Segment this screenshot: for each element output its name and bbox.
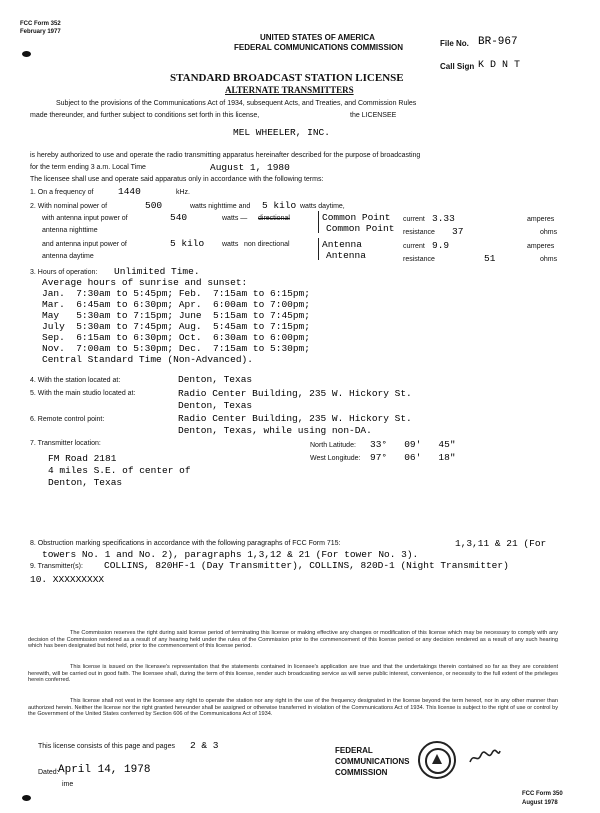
transmitter-address-1: FM Road 2181 (48, 453, 117, 464)
call-sign-value: K D N T (478, 60, 521, 71)
input-night-watts: watts — (222, 215, 248, 222)
input-power-night-label: with antenna input power of (42, 215, 128, 222)
auth-line-2: for the term ending 3 a.m. Local Time (30, 164, 146, 171)
schedule-line: May 5:30am to 7:15pm; June 5:15am to 7:45pm; (42, 310, 310, 321)
pages-note: This license consists of this page and pages (38, 743, 175, 750)
fine-print-paragraph: The Commission reserves the right during said license period of terminating this license or making effective any changes or modification of this license which may be necessary to comply with any decision of the Commission rendered as a result of any hearing held under the rules of the Commission prior to the commencement of this license period or any decision rendered as a result of any such hearing which has been designated but not held, prior to the commencement of this license period. (28, 630, 558, 650)
punch-hole-mark (22, 51, 31, 57)
footer-form-date: August 1978 (522, 800, 558, 806)
ohms-label-2: ohms (540, 256, 558, 263)
intro-line-2b: the LICENSEE (350, 112, 397, 119)
item-3-label: 3. Hours of operation: (30, 269, 98, 276)
common-point-1: Common Point (322, 212, 391, 223)
remote-address-1: Radio Center Building, 235 W. Hickory St. (178, 413, 412, 424)
current-value-1: 3.33 (432, 213, 455, 224)
resistance-value-2: 51 (484, 253, 496, 264)
nondirectional-text: non directional (244, 241, 290, 248)
schedule-line: Sep. 6:15am to 6:30pm; Oct. 6:30am to 6:00pm; (42, 332, 310, 343)
resistance-value-1: 37 (452, 226, 464, 237)
schedule-line: Nov. 7:00am to 5:30pm; Dec. 7:15am to 5:30pm; (42, 343, 310, 354)
auth-line-1: is hereby authorized to use and operate the radio transmitting apparatus hereinafter described for the purpose of broadcasting (30, 152, 421, 159)
input-day-watts: watts (222, 241, 239, 248)
signature-icon (468, 746, 502, 768)
item-9-label: 9. Transmitter(s): (30, 563, 83, 570)
intro-line-1: Subject to the provisions of the Communications Act of 1934, subsequent Acts, and Treaties, and Commission Rules (56, 100, 417, 107)
form-date: February 1977 (20, 29, 61, 35)
station-location: Denton, Texas (178, 374, 253, 385)
item-7-label: 7. Transmitter location: (30, 440, 101, 447)
current-label-2: current (403, 243, 425, 250)
nominal-power-day: 5 kilo (262, 200, 297, 211)
frequency-unit: kHz. (176, 189, 190, 196)
header-agency: FEDERAL COMMUNICATIONS COMMISSION (234, 43, 404, 52)
call-sign-label: Call Sign (440, 62, 475, 71)
header-country: UNITED STATES OF AMERICA (260, 33, 375, 42)
item-1-label: 1. On a frequency of (30, 189, 94, 196)
item-5-label: 5. With the main studio located at: (30, 390, 136, 397)
transmitter-address-2: 4 miles S.E. of center of (48, 465, 191, 476)
dated-label: Dated: (38, 769, 59, 776)
north-latitude-label: North Latitude: (310, 442, 356, 449)
fcc-seal-icon (418, 741, 456, 779)
auth-line-3: The licensee shall use and operate said apparatus only in accordance with the following terms: (30, 176, 324, 183)
input-power-day-label: and antenna input power of (42, 241, 127, 248)
item-10-label: 10. XXXXXXXXX (30, 574, 105, 585)
resistance-label-1: resistance (403, 229, 435, 236)
nominal-day-text: watts daytime, (300, 203, 345, 210)
antenna-2: Antenna (326, 250, 366, 261)
time-zone-note: Central Standard Time (Non-Advanced). (42, 354, 253, 365)
fcc-name-3: COMMISSION (335, 768, 388, 777)
obstruction-paragraphs: 1,3,11 & 21 (For (455, 538, 547, 549)
fine-print-paragraph: This license is issued on the licensee's representation that the statements contained in licensee's application are true and that the undertakings therein contained so far as they are consistent herewith, will be carried out in good faith. The licensee shall, during the term of this license, render such broadcasting service as will serve public interest, convenience, or necessity to the full extent of the privileges herein conferred. (28, 664, 558, 684)
license-subtitle: ALTERNATE TRANSMITTERS (225, 85, 354, 95)
item-6-label: 6. Remote control point: (30, 416, 105, 423)
term-date: August 1, 1980 (210, 162, 290, 173)
bracket-line (318, 211, 319, 233)
average-hours-heading: Average hours of sunrise and sunset: (42, 277, 248, 288)
schedule-line: July 5:30am to 7:45pm; Aug. 5:45am to 7:15pm; (42, 321, 310, 332)
file-no-label: File No. (440, 39, 469, 48)
current-value-2: 9.9 (432, 240, 450, 251)
obstruction-towers: towers No. 1 and No. 2), paragraphs 1,3,12 & 21 (For tower No. 3). (42, 549, 419, 560)
item-4-label: 4. With the station located at: (30, 377, 121, 384)
input-power-day: 5 kilo (170, 238, 205, 249)
license-title: STANDARD BROADCAST STATION LICENSE (170, 72, 404, 84)
item-8-label: 8. Obstruction marking specifications in accordance with the following paragraphs of FCC Form 715: (30, 540, 341, 547)
resistance-label-2: resistance (403, 256, 435, 263)
fine-print-paragraph: This license shall not vest in the licensee any right to operate the station nor any right in the use of the frequency designated in the license beyond the term hereof, nor in any other manner than authorized herein. Neither the license nor the right granted hereunder shall be assigned or otherwise transferred in violation of the Communications Act of 1934. This license is subject to the right of use or control by the Government of the United States conferred by Section 606 of the Communications Act of 1934. (28, 698, 558, 718)
schedule-line: Jan. 7:30am to 5:45pm; Feb. 7:15am to 6:15pm; (42, 288, 310, 299)
time-label: ime (62, 781, 74, 788)
fcc-name-2: COMMUNICATIONS (335, 757, 410, 766)
west-longitude-label: West Longitude: (310, 455, 361, 462)
fcc-name-1: FEDERAL (335, 746, 373, 755)
antenna-daytime: antenna daytime (42, 253, 94, 260)
studio-address-2: Denton, Texas (178, 400, 253, 411)
item-2-label: 2. With nominal power of (30, 203, 108, 210)
amperes-label-2: amperes (527, 243, 555, 250)
bracket-line (318, 238, 319, 260)
frequency-value: 1440 (118, 186, 141, 197)
latitude-value: 33° 09' 45" (370, 439, 456, 450)
common-point-2: Common Point (326, 223, 395, 234)
current-label-1: current (403, 216, 425, 223)
intro-line-2: made thereunder, and further subject to conditions set forth in this license, (30, 112, 260, 119)
form-number: FCC Form 352 (20, 21, 61, 27)
file-no-value: BR-967 (478, 36, 518, 48)
nominal-power-night: 500 (145, 200, 163, 211)
amperes-label-1: amperes (527, 216, 555, 223)
directional-text: directional (258, 215, 290, 222)
antenna-1: Antenna (322, 239, 362, 250)
ohms-label-1: ohms (540, 229, 558, 236)
dated-value: April 14, 1978 (58, 764, 151, 776)
antenna-nighttime: antenna nighttime (42, 227, 98, 234)
licensee-name: MEL WHEELER, INC. (233, 127, 330, 138)
studio-address-1: Radio Center Building, 235 W. Hickory St. (178, 388, 412, 399)
remote-address-2: Denton, Texas, while using non-DA. (178, 425, 372, 436)
punch-hole-mark (22, 795, 31, 801)
schedule-line: Mar. 6:45am to 6:30pm; Apr. 6:00am to 7:00pm; (42, 299, 310, 310)
nominal-night-text: watts nighttime and (190, 203, 251, 210)
pages-value: 2 & 3 (190, 740, 219, 751)
transmitter-equipment: COLLINS, 820HF-1 (Day Transmitter), COLLINS, 820D-1 (Night Transmitter) (104, 560, 509, 571)
longitude-value: 97° 06' 18" (370, 452, 456, 463)
hours-of-operation: Unlimited Time. (114, 266, 200, 277)
footer-form-number: FCC Form 350 (522, 791, 563, 797)
transmitter-address-3: Denton, Texas (48, 477, 123, 488)
input-power-night: 540 (170, 212, 188, 223)
